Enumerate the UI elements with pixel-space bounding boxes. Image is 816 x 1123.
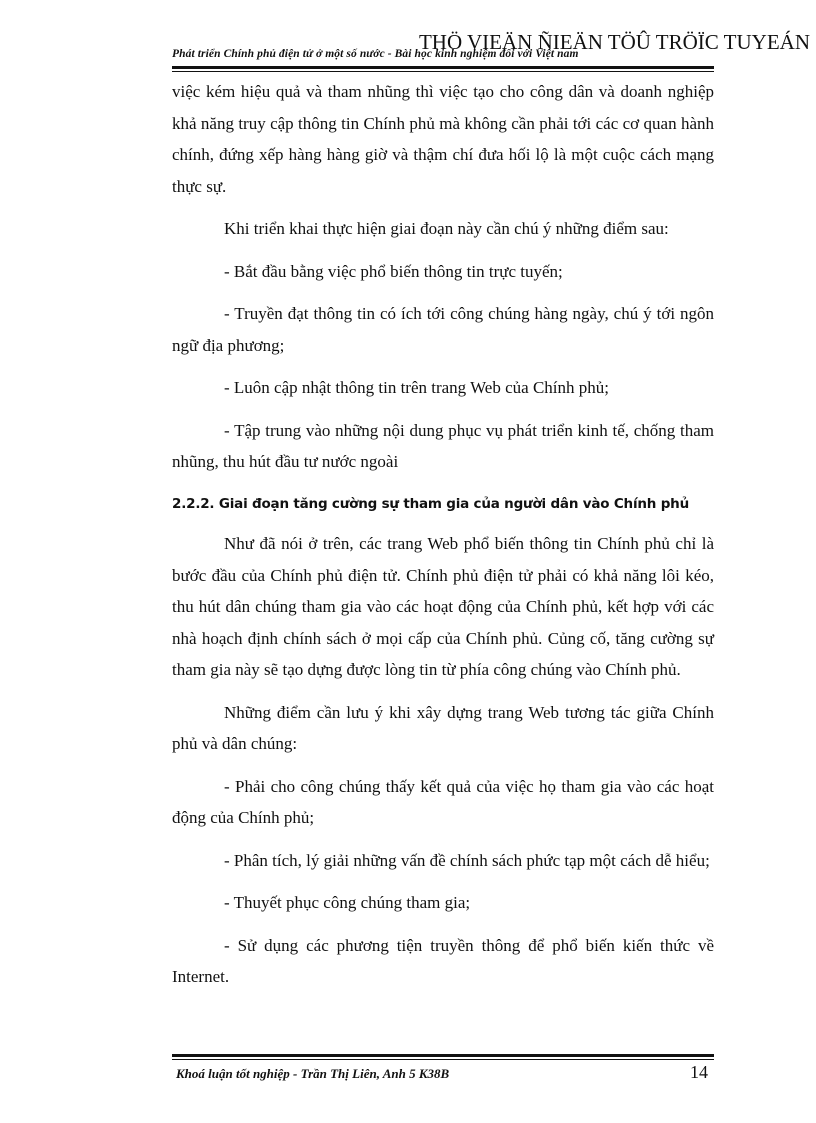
list-item: - Phải cho công chúng thấy kết quả của việc họ tham gia vào các hoạt động của Chính phủ; bbox=[172, 776, 714, 827]
section-heading: 2.2.2. Giai đoạn tăng cường sự tham gia của người dân vào Chính phủ bbox=[172, 495, 689, 512]
paragraph: Như đã nói ở trên, các trang Web phổ biến thông tin Chính phủ chỉ là bước đầu của Chính phủ điện tử. Chính phủ điện tử phải có khả năng lôi kéo, thu hút dân chúng tham gia vào các hoạt động của Chính phủ, kết hợp với các nhà hoạch định chính sách ở mọi cấp của Chính phủ. Củng cố, tăng cường sự tham gia này sẽ tạo dựng được lòng tin từ phía công chúng vào Chính phủ. bbox=[172, 534, 714, 679]
list-item: - Thuyết phục công chúng tham gia; bbox=[224, 893, 471, 912]
footer-author-line: Khoá luận tốt nghiệp - Trần Thị Liên, Anh 5 K38B bbox=[176, 1066, 450, 1081]
footer-rule bbox=[172, 1054, 714, 1057]
page-number: 14 bbox=[690, 1062, 708, 1082]
header-rule bbox=[172, 66, 714, 69]
paragraph: Những điểm cần lưu ý khi xây dựng trang Web tương tác giữa Chính phủ và dân chúng: bbox=[172, 702, 714, 753]
page-header bbox=[172, 30, 816, 70]
list-item: - Truyền đạt thông tin có ích tới công chúng hàng ngày, chú ý tới ngôn ngữ địa phương; bbox=[172, 304, 714, 355]
footer-rule-thin bbox=[172, 1059, 714, 1060]
list-item: - Sử dụng các phương tiện truyền thông để phổ biến kiến thức về Internet. bbox=[172, 935, 714, 986]
list-item: - Luôn cập nhật thông tin trên trang Web của Chính phủ; bbox=[224, 378, 609, 397]
header-rule-thin bbox=[172, 71, 714, 72]
page-body bbox=[172, 76, 714, 1004]
list-item: - Bắt đầu bằng việc phổ biến thông tin trực tuyến; bbox=[224, 261, 563, 281]
list-item: - Tập trung vào những nội dung phục vụ phát triển kinh tế, chống tham nhũng, thu hút đầu tư nước ngoài bbox=[172, 420, 714, 471]
list-item: - Phân tích, lý giải những vấn đề chính sách phức tạp một cách dễ hiểu; bbox=[224, 850, 710, 870]
library-watermark: THÖ VIEÄN ÑIEÄN TÖÛ TRÖÏC TUYEÁN bbox=[418, 30, 810, 54]
paragraph: việc kém hiệu quả và tham nhũng thì việc tạo cho công dân và doanh nghiệp khả năng truy cập thông tin Chính phủ mà không cần phải tới các cơ quan hành chính, đứng xếp hàng hàng giờ và thậm chí đưa hối lộ là một cuộc cách mạng thực sự. bbox=[172, 82, 714, 196]
running-title: Phát triển Chính phủ điện tử ở một số nước - Bài học kinh nghiệm đối với Việt nam bbox=[172, 48, 579, 60]
paragraph: Khi triển khai thực hiện giai đoạn này cần chú ý những điểm sau: bbox=[224, 219, 669, 238]
